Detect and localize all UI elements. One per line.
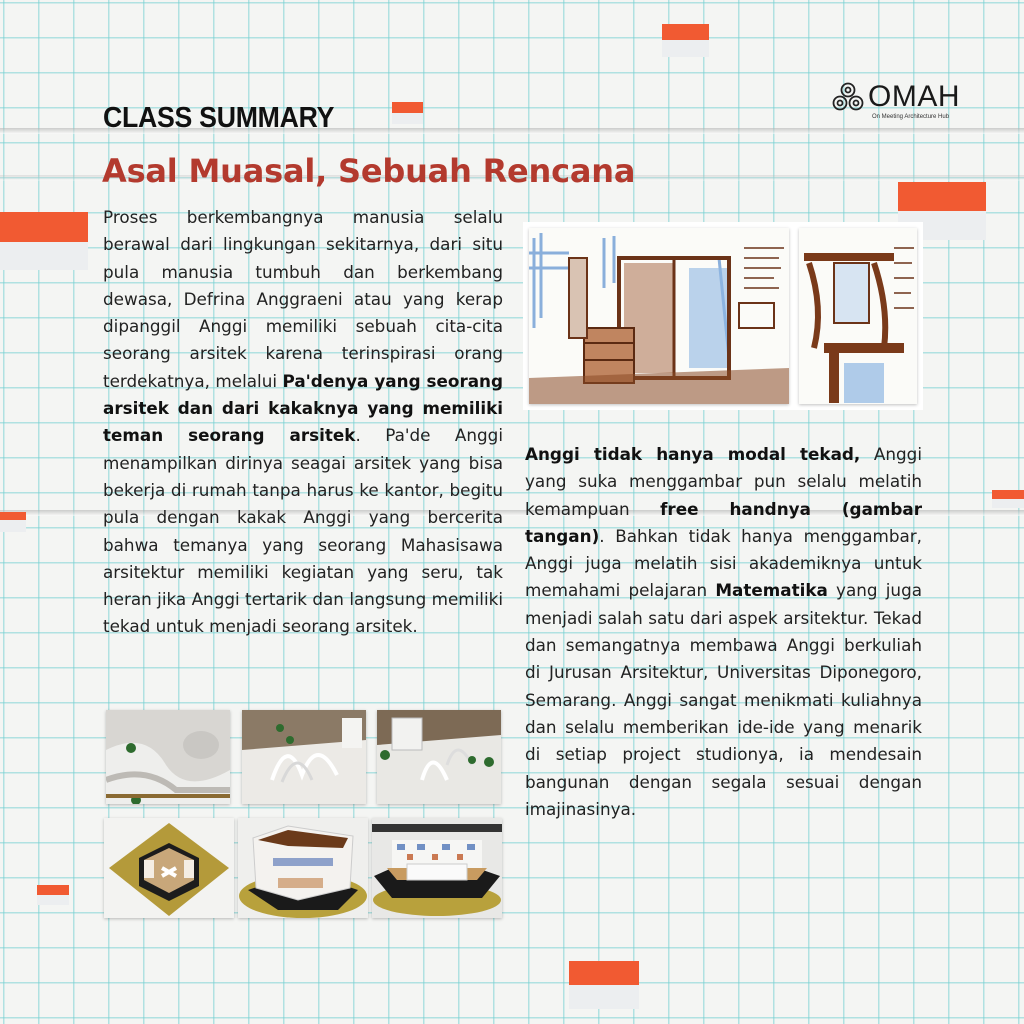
hexagon-model-perspective (238, 818, 368, 918)
decor-flag (392, 102, 423, 124)
interior-sketch-room (529, 228, 789, 404)
bold-run: free handnya (gambar tangan) (525, 498, 922, 546)
hexagon-model-front (372, 818, 502, 918)
brand-name: OMAH (868, 80, 960, 113)
text-run: yang juga menjadi salah satu dari aspek arsitektur. Tekad dan semangatnya membawa Anggi berkuliah di Jurusan Arsitektur, Universitas Diponegoro, Semarang. Anggi sangat menikmati kuliahnya dan selalu memberikan ide-ide yang menarik di setiap project studionya, ia mendesain bangunan dengan segala sesuai dengan imajinasinya. (525, 580, 922, 819)
decor-flag (0, 212, 88, 270)
section-kicker: CLASS SUMMARY (103, 102, 335, 134)
sketch-gallery (523, 222, 923, 410)
text-run: . Bahkan tidak hanya menggambar, Anggi juga melatih sisi akademiknya untuk memahami pelajaran (525, 525, 922, 601)
decor-flag (662, 24, 709, 57)
brand-tagline: On Meeting Architecture Hub (872, 114, 950, 120)
left-paragraph (103, 204, 503, 641)
white-model-1 (106, 710, 230, 804)
decor-flag (992, 490, 1024, 508)
bold-run: Pa'denya yang seorang arsitek dan dari kakaknya yang memiliki teman seorang arsitek (103, 370, 504, 446)
text-run: Proses berkembangnya manusia selalu berawal dari lingkungan sekitarnya, dari situ pula manusia tumbuh dan berkembang dewasa, Defrina Anggraeni atau yang kerap dipanggil Anggi memiliki sebuah cita-cita seorang arsitek karena terinspirasi orang terdekatnya, melalui (103, 207, 503, 391)
white-model-3 (377, 710, 501, 804)
bold-run: Matematika (715, 580, 828, 601)
interior-sketch-window (799, 228, 917, 404)
decor-flag (0, 512, 26, 532)
bold-run: Anggi tidak hanya modal tekad, (525, 444, 861, 464)
decor-flag (569, 961, 639, 1009)
hexagon-model-top (104, 818, 234, 918)
text-run: . Pa'de Anggi menampilkan dirinya seagai arsitek yang bisa bekerja di rumah tanpa harus ke kantor, begitu pula dengan kakak Anggi yang bercerita bahwa temanya yang seorang Mahasisawa arsitektur memiliki kegiatan yang seru, tak heran jika Anggi tertarik dan langsung memiliki tekad untuk menjadi seorang arsitek. (103, 425, 503, 637)
page-title: Asal Muasal, Sebuah Rencana (102, 152, 636, 190)
triskelion-icon (832, 82, 864, 112)
right-paragraph (525, 441, 922, 823)
omah-logo (832, 82, 960, 120)
decor-flag (37, 885, 69, 905)
white-model-2 (242, 710, 366, 804)
text-run: Anggi yang suka menggambar pun selalu melatih kemampuan (525, 444, 923, 519)
